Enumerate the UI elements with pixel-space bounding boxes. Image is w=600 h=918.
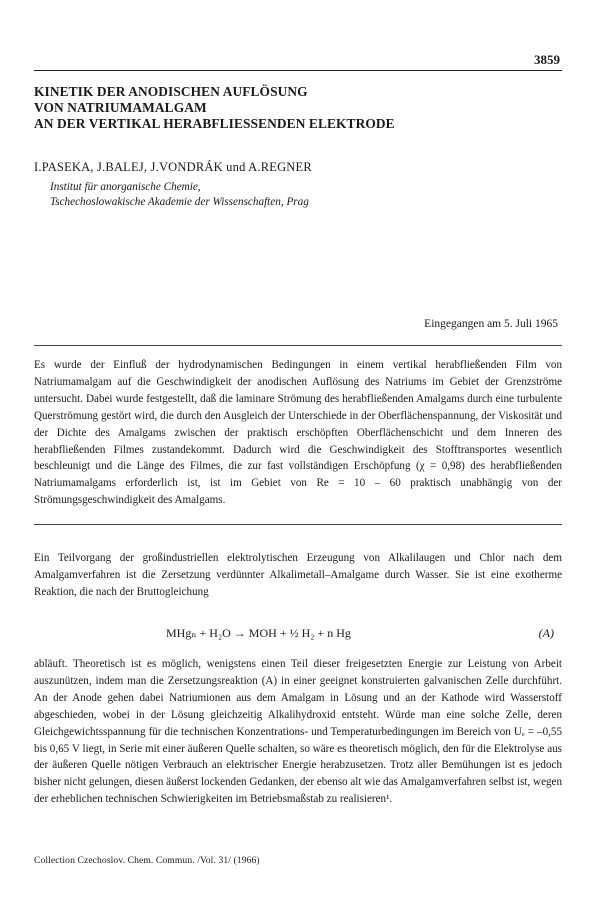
equation-text: MHgₙ + H₂O → MOH + ½ H₂ + n Hg xyxy=(166,626,351,640)
body-paragraph-intro: Ein Teilvorgang der großindustriellen elektrolytischen Erzeugung von Alkalilaugen und Chlor nach dem Amalgamverfahren ist die Zersetzung verdünnter Alkalimetall–Amalgame durch Wasser. Sie ist eine exotherme Reaktion, die nach der Bruttogleichung xyxy=(34,552,562,598)
affiliation-line: Institut für anorganische Chemie, xyxy=(50,181,201,193)
header-rule xyxy=(34,70,562,71)
journal-footer: Collection Czechoslov. Chem. Commun. /Vol. 31/ (1966) xyxy=(34,855,260,866)
body-paragraph-main: abläuft. Theoretisch ist es möglich, wenigstens einen Teil dieser freigesetzten Energie zur Leistung von Arbeit auszunützen, indem man die Zersetzungsreaktion (A) in einer geeignet konstruierten galvanischen Zelle durchführt. An der Anode gehen dabei Natriumionen aus dem Amalgam in Lösung und an der Kathode wird Wasserstoff abgeschieden, wobei in der Lösung gleichzeitig Alkalihydroxid entsteht. Würde man eine solche Zelle, deren Gleichgewichtsspannung für die technischen Konzentrations- und Temperaturbedingungen im Bereich von Uₑ = –0,55 bis 0,65 V liegt, in Serie mit einer äußeren Quelle schalten, so wäre es theoretisch möglich, den für die Elektrolyse aus der äußeren Quelle nötigen Verbrauch an elektrischer Energie herabzusetzen. Trotz aller Bemühungen ist es jedoch bisher nicht gelungen, diesen äußerst lockenden Gedanken, der ebenso alt wie das Amalgamverfahren selbst ist, wegen der erheblichen technischen Schwierigkeiten im Betriebsmaßstab zu realisieren¹. xyxy=(34,658,563,806)
authors: I.PASEKA, J.BALEJ, J.VONDRÁK und A.REGNER xyxy=(34,160,312,174)
equation-label: (A) xyxy=(538,626,554,640)
affiliation xyxy=(50,180,309,210)
equation xyxy=(34,626,562,644)
title-line: KINETIK DER ANODISCHEN AUFLÖSUNG xyxy=(34,84,308,99)
abstract: Es wurde der Einfluß der hydrodynamischen Bedingungen in einem vertikal herabfließenden Film von Natriumamalgam auf die Geschwindigkeit der anodischen Auflösung des Natriums im Gebiet der Grenzströme untersucht. Dabei wurde festgestellt, daß die laminare Strömung des herabfließenden Amalgams durch eine turbulente Querströmung gestört wird, die durch den Ausgleich der Unterschiede in der Oberflächenspannung, der Viskosität und der Dichte des Amalgams zwischen der praktisch erschöpften Oberflächenschicht und dem Inneren des herabfließenden Filmes zustandekommt. Dadurch wird die Geschwindigkeit des Stofftransportes wesentlich beschleunigt und die Länge des Filmes, die zur fast vollständigen Erschöpfung (χ = 0,98) des herabfließenden Natriumamalgams erforderlich ist, ist im Gebiet von Re = 10 – 60 praktisch unabhängig von der Strömungsgeschwindigkeit des Amalgams. xyxy=(34,359,562,507)
title-line: VON NATRIUMAMALGAM xyxy=(34,100,207,115)
affiliation-line: Tschechoslowakische Akademie der Wissenschaften, Prag xyxy=(50,196,309,208)
title-line: AN DER VERTIKAL HERABFLIESSENDEN ELEKTRODE xyxy=(34,116,395,131)
paper-title xyxy=(34,84,554,132)
received-date: Eingegangen am 5. Juli 1965 xyxy=(424,318,558,330)
page-number: 3859 xyxy=(534,52,560,67)
